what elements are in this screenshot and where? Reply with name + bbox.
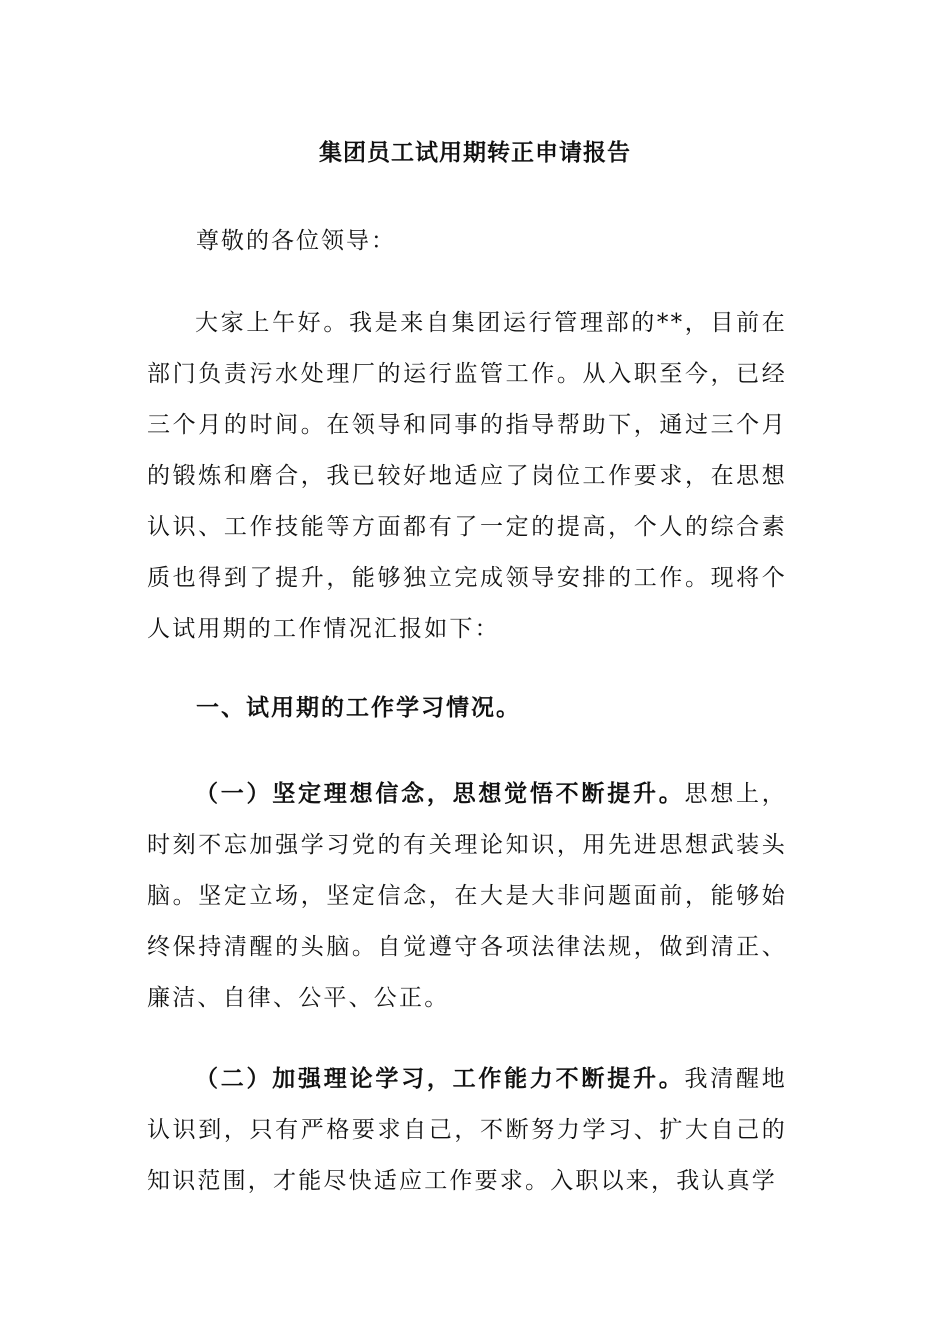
salutation: 尊敬的各位领导： [196, 228, 396, 254]
intro-paragraph: 大家上午好。我是来自集团运行管理部的**，目前在部门负责污水处理厂的运行监管工作。从入职至今，已经三个月的时间。在领导和同事的指导帮助下，通过三个月的锻炼和磨合，我已较好地适应了岗位工作要求，在思想认识、工作技能等方面都有了一定的提高，个人的综合素质也得到了提升，能够独立完成领导安排的工作。现将个人试用期的工作情况汇报如下： [147, 310, 787, 642]
document-title: 集团员工试用期转正申请报告 [319, 139, 631, 166]
section-item-body: 思想上，时刻不忘加强学习党的有关理论知识，用先进思想武装头脑。坚定立场，坚定信念，在大是大非问题面前，能够始终保持清醒的头脑。自觉遵守各项法律法规，做到清正、廉洁、自律、公平、公正。 [147, 781, 787, 1011]
section-item-paragraph [147, 1053, 787, 1207]
section-item-lead: （一）坚定理想信念，思想觉悟不断提升。 [195, 780, 685, 807]
section-item-body: 我清醒地认识到，只有严格要求自己，不断努力学习、扩大自己的知识范围，才能尽快适应工作要求。入职以来，我认真学 [147, 1066, 787, 1194]
section-item-paragraph [147, 768, 787, 1024]
section-heading: 一、试用期的工作学习情况。 [196, 694, 521, 721]
section-item-lead: （二）加强理论学习，工作能力不断提升。 [195, 1065, 685, 1092]
